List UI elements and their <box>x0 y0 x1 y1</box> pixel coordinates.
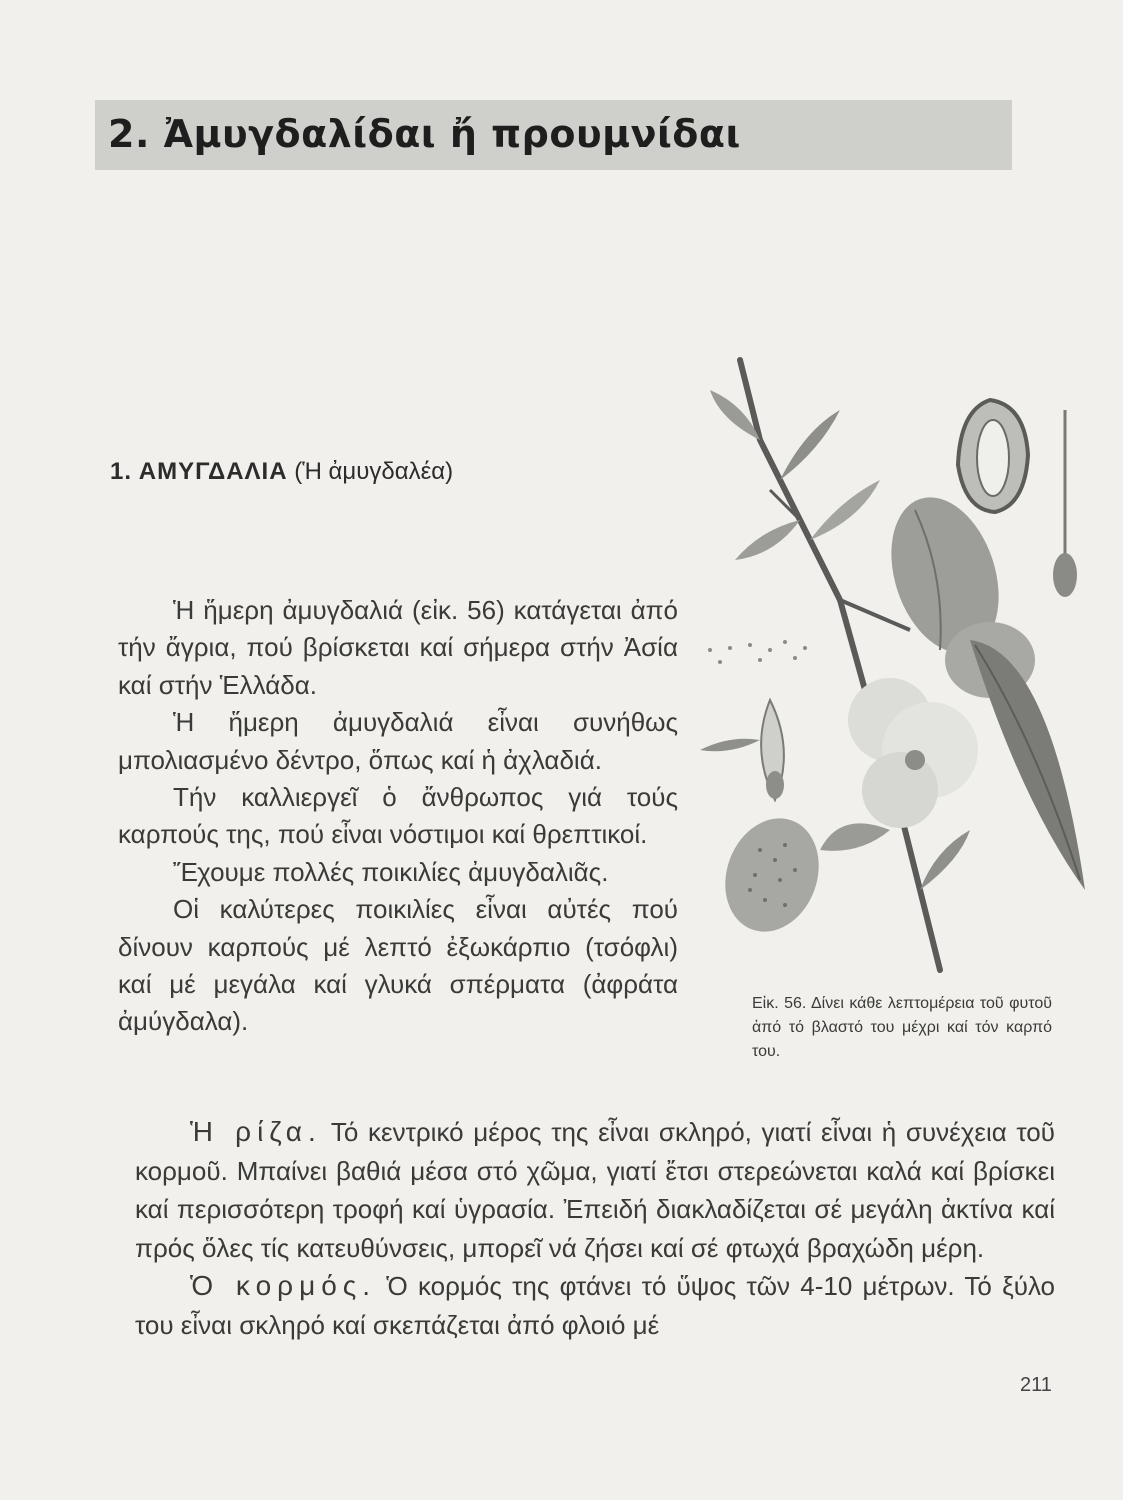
paragraph-best-varieties: Οἱ καλύτερες ποικιλίες εἶναι αὐτές πού δίνουν καρπούς μέ λεπτό ἐξωκάρπιο (τσόφλι) καί μέ μεγάλα καί γλυκά σπέρματα (ἀφράτα ἀμύγδαλα). <box>118 894 678 1037</box>
paragraph-cultivation: Τήν καλλιεργεῖ ὁ ἄνθρωπος γιά τούς καρπούς της, πού εἶναι νόστιμοι καί θρεπτικοί. <box>118 782 678 850</box>
intro-column <box>118 592 678 1041</box>
root-text: Τό κεντρικό μέρος της εἶναι σκληρό, γιατί εἶναι ἡ συνέχεια τοῦ κορμοῦ. Μπαίνει βαθιά μέσα στό χῶμα, γιατί ἔτσι στερεώνεται καλά καί βρίσκει καί περισσότερη τροφή καί ὑγρασία. Ἐπειδή διακλαδίζεται σέ μεγάλη ἀκτίνα καί πρός ὅλες τίς κατευθύνσεις, μπορεῖ νά ζήσει καί σέ φτωχά βραχώδη μέρη. <box>135 1117 1055 1263</box>
trunk-paragraph <box>135 1267 1055 1344</box>
chapter-title: 2. Ἀμυγδαλίδαι ἤ προυμνίδαι <box>108 112 741 156</box>
figure-caption: Εἰκ. 56. Δίνει κάθε λεπτομέρεια τοῦ φυτοῦ ἀπό τό βλαστό του μέχρι καί τόν καρπό του. <box>752 995 1052 1060</box>
paragraph-grafted: Ἡ ἥμερη ἀμυγδαλιά εἶναι συνήθως μπολιασμένο δέντρο, ὅπως καί ἡ ἀχλαδιά. <box>118 707 678 775</box>
paragraph-varieties: Ἔχουμε πολλές ποικιλίες ἀμυγδαλιᾶς. <box>173 856 609 887</box>
paragraph-origin: Ἡ ἥμερη ἀμυγδαλιά (εἰκ. 56) κατάγεται ἀπό τήν ἄγρια, πού βρίσκεται καί σήμερα στήν Ἀσία καί στήν Ἑλλάδα. <box>118 595 678 700</box>
section-heading-sub: (Ἡ ἀμυγδαλέα) <box>294 458 454 485</box>
section-heading-main: 1. ΑΜΥΓΔΑΛΙΑ <box>110 458 288 485</box>
root-paragraph <box>135 1113 1055 1267</box>
trunk-text: Ὁ κορμός της φτάνει τό ὕψος τῶν 4-10 μέτρων. Τό ξύλο του εἶναι σκληρό καί σκεπάζεται ἀπό φλοιό μέ <box>135 1271 1056 1340</box>
almond-branch-illustration <box>690 330 1090 980</box>
description-text <box>135 1113 1055 1344</box>
page-number: 211 <box>1020 1374 1052 1396</box>
trunk-label: Ὁ κορμός. <box>190 1270 377 1301</box>
section-heading <box>110 458 453 486</box>
root-label: Ἡ ρίζα. <box>190 1116 322 1147</box>
